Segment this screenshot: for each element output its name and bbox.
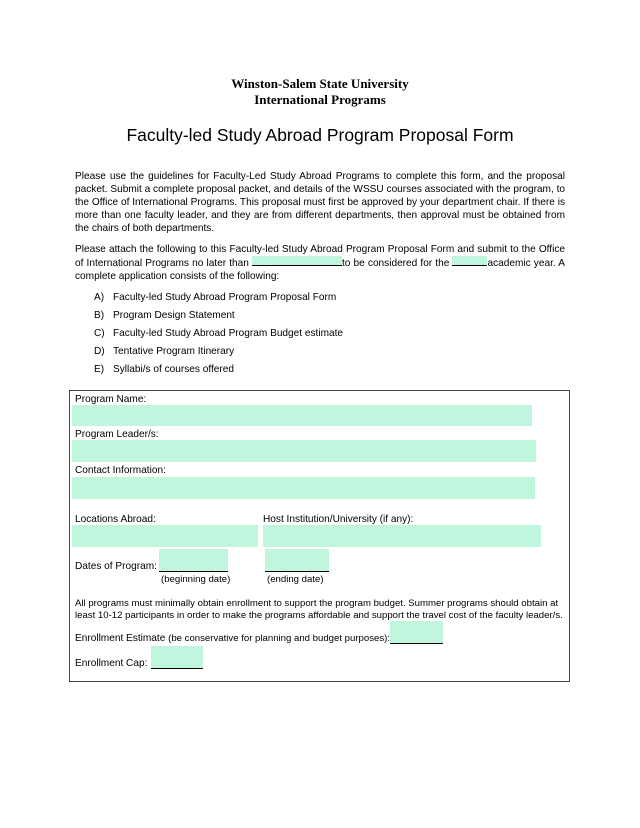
list-item-letter: E): [94, 364, 105, 375]
intro-text: Please use the guidelines for Faculty-Led Study Abroad Programs to complete this form, and the proposal packet. Submit a complete proposal packet, and details of the WSSU courses associated with the program, to the Office of International Programs. This proposal must first be approved by your department chair. If there is more than one faculty leader, and they are from different departments, then approval must be obtained from the chairs of both departments.: [75, 171, 565, 234]
page-title: Faculty-led Study Abroad Program Proposal Form: [126, 125, 514, 145]
list-item: [94, 328, 343, 339]
deadline-date-field[interactable]: [252, 256, 342, 266]
university-name: Winston-Salem State University: [231, 76, 409, 91]
list-item-letter: D): [94, 346, 105, 357]
ending-date-field[interactable]: [265, 549, 329, 572]
enrollment-estimate-field[interactable]: [390, 621, 443, 644]
list-item-text: Faculty-led Study Abroad Program Budget estimate: [113, 328, 344, 339]
attach-paragraph: [75, 243, 565, 283]
enrollment-estimate-label: [75, 633, 390, 644]
list-item-text: Faculty-led Study Abroad Program Proposal Form: [113, 292, 337, 303]
attach-text-part3: academic year. A complete application consists of the following:: [75, 258, 565, 282]
list-item-letter: B): [94, 310, 105, 321]
host-institution-field[interactable]: [263, 525, 541, 547]
locations-field[interactable]: [72, 525, 258, 547]
dates-label: Dates of Program:: [75, 561, 157, 572]
enrollment-estimate-note: (be conservative for planning and budget purposes):: [168, 633, 391, 644]
locations-label: Locations Abroad:: [75, 514, 156, 525]
list-item-text: Syllabi/s of courses offered: [113, 364, 235, 375]
list-item-letter: A): [94, 292, 105, 303]
list-item-text: Tentative Program Itinerary: [113, 346, 235, 357]
contact-info-label: Contact Information:: [75, 465, 166, 476]
enrollment-paragraph: All programs must minimally obtain enrollment to support the program budget. Summer programs should obtain at least 10-12 participants in order to make the programs affordable and support the travel cost of the faculty leader/s.: [75, 598, 563, 621]
enrollment-cap-label: Enrollment Cap:: [75, 658, 148, 669]
list-item-letter: C): [94, 328, 105, 339]
intro-paragraph: [75, 170, 565, 235]
attach-text: [75, 243, 565, 283]
list-item: [94, 292, 336, 303]
contact-info-field[interactable]: [72, 477, 535, 499]
enrollment-cap-field[interactable]: [151, 646, 203, 669]
beginning-date-note: (beginning date): [161, 574, 231, 585]
program-leaders-label: Program Leader/s:: [75, 429, 159, 440]
ending-date-note: (ending date): [267, 574, 324, 585]
department-name: International Programs: [254, 92, 386, 107]
attach-text-part2: to be considered for the: [342, 258, 450, 269]
beginning-date-field[interactable]: [159, 549, 228, 572]
list-item: [94, 364, 234, 375]
enrollment-estimate-title: Enrollment Estimate: [75, 633, 166, 644]
host-institution-label: Host Institution/University (if any):: [263, 514, 414, 525]
list-item: [94, 346, 234, 357]
attach-text-part1: Please attach the following to this Faculty-led Study Abroad Program Proposal Form and submit to the Office of International Programs no later than: [75, 244, 565, 269]
list-item: [94, 310, 235, 321]
program-leaders-field[interactable]: [72, 440, 536, 462]
program-name-field[interactable]: [72, 405, 532, 426]
program-name-label: Program Name:: [75, 394, 147, 405]
academic-year-field[interactable]: [452, 256, 487, 266]
list-item-text: Program Design Statement: [113, 310, 235, 321]
